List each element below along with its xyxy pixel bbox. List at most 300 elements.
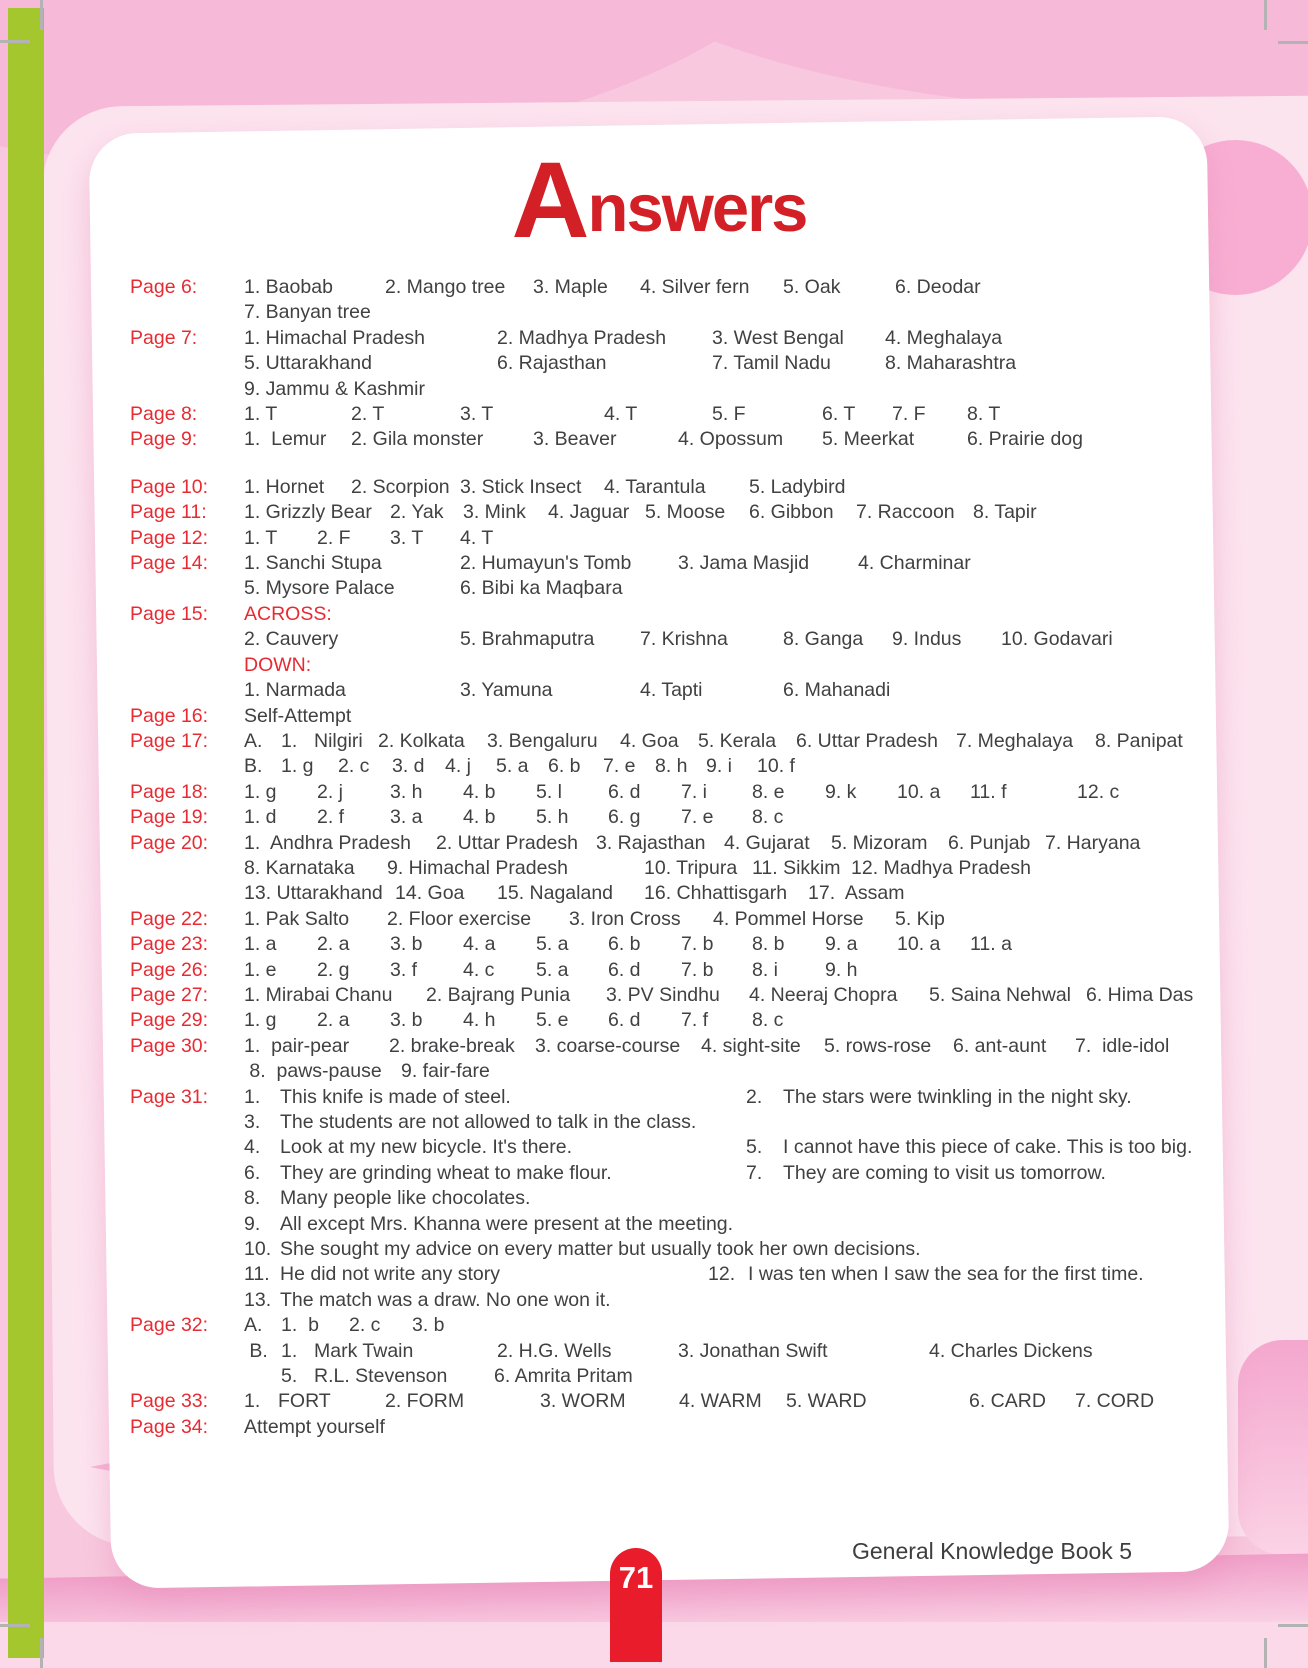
answer-card-content (100, 125, 1218, 1440)
answer-item: 6. CARD (969, 1390, 1046, 1413)
answer-item: 8. c (752, 1009, 784, 1032)
answer-item: 8. (244, 1187, 261, 1210)
answer-item: 5. a (536, 933, 569, 956)
answer-item: 6. b (608, 933, 641, 956)
answer-item: 2. T (351, 403, 385, 426)
answer-item: 2. Scorpion (351, 475, 450, 498)
answer-item: 2. Yak (390, 501, 444, 524)
page-label: Page 8: (130, 403, 198, 426)
answer-item: 8. c (752, 806, 784, 829)
answer-item: 3. Yamuna (460, 679, 553, 702)
answer-item: 1. Himachal Pradesh (244, 326, 426, 349)
answer-item: 2. g (317, 958, 350, 981)
book-title: General Knowledge Book 5 (851, 1538, 1132, 1564)
answer-item: 1. Mirabai Chanu (244, 983, 393, 1006)
answer-item: 3. f (390, 958, 418, 981)
answer-item: 8. Panipat (1095, 729, 1183, 752)
answer-item: 6. Hima Das (1086, 983, 1194, 1006)
answer-item: 8. i (752, 958, 779, 981)
answer-lines (244, 275, 1192, 326)
answer-item: 3. Maple (533, 276, 608, 298)
answer-item: 2. f (317, 806, 345, 829)
answer-row (130, 831, 1192, 907)
answer-lines (244, 704, 1192, 729)
answer-item: They are coming to visit us tomorrow. (783, 1161, 1106, 1184)
answer-item: 16. Chhattisgarh (644, 882, 788, 905)
answer-line (244, 627, 1192, 652)
answer-item: 3. PV Sindhu (606, 983, 720, 1006)
answer-item: 3. Mink (463, 501, 526, 524)
answer-item: 4. Meghalaya (885, 326, 1003, 349)
answer-item: He did not write any story (280, 1263, 501, 1286)
answer-line (244, 602, 1192, 627)
answer-item: 5. Kip (895, 907, 945, 930)
answer-item: 11. f (970, 780, 1007, 803)
answer-item: 5. a (536, 958, 569, 981)
answer-item: 8. b (752, 933, 785, 956)
answer-item: 2. j (317, 780, 344, 803)
crop-mark (40, 1638, 43, 1668)
crop-mark (0, 40, 30, 43)
answer-item: 15. Nagaland (497, 882, 614, 905)
answer-line (244, 729, 1192, 754)
answer-item: 9. Jammu & Kashmir (244, 377, 425, 400)
answer-item: 1. Lemur (244, 428, 327, 451)
answer-item: Many people like chocolates. (280, 1187, 531, 1210)
page-label: Page 32: (130, 1314, 209, 1337)
answer-line (244, 1288, 1192, 1313)
answer-line (244, 351, 1192, 376)
answer-item: 3. T (390, 526, 424, 549)
answer-line (244, 1008, 1192, 1033)
answer-row (130, 427, 1192, 452)
answer-item: Self-Attempt (244, 704, 352, 727)
answer-lines (244, 932, 1192, 957)
answer-row (130, 958, 1192, 983)
answer-item: 6. Punjab (948, 831, 1031, 854)
answer-item: 3. Rajasthan (596, 831, 706, 854)
crop-mark (1264, 1638, 1267, 1668)
answer-item: 6. Amrita Pritam (494, 1365, 633, 1388)
page-label: Page 33: (130, 1390, 209, 1413)
answer-item: 1. Hornet (244, 475, 325, 498)
answer-lines (244, 326, 1192, 402)
answer-item: 2. FORM (385, 1390, 465, 1413)
answer-item: Attempt yourself (244, 1415, 385, 1438)
answer-line (244, 1339, 1192, 1364)
answer-item: 4. WARM (679, 1390, 762, 1413)
answer-item: 9. (244, 1212, 261, 1235)
answer-item: 4. Silver fern (640, 276, 750, 298)
answer-line (244, 500, 1192, 525)
answer-item: 2. Cauvery (244, 628, 339, 651)
answer-item: 7. Banyan tree (244, 301, 371, 324)
answer-item: 8. h (655, 755, 688, 778)
answer-item: 1. a (244, 933, 277, 956)
answer-item: 9. k (825, 780, 857, 803)
answer-row (130, 1034, 1192, 1085)
page-title-initial: A (511, 139, 588, 260)
answer-item: R.L. Stevenson (314, 1365, 448, 1388)
answer-item: 6. d (608, 1009, 641, 1032)
answer-line (244, 1389, 1192, 1414)
answer-item: I cannot have this piece of cake. This is too big. (783, 1136, 1193, 1159)
answer-item: 6. d (608, 780, 641, 803)
answer-item: 4. Charminar (858, 552, 971, 575)
crop-mark (1278, 1624, 1308, 1627)
answer-row (130, 1415, 1192, 1440)
answer-item: 3. coarse-course (535, 1034, 681, 1057)
answer-item: 4. Jaguar (548, 501, 630, 524)
answer-item: 6. Bibi ka Maqbara (460, 577, 623, 600)
answer-item: 4. Goa (620, 729, 679, 752)
answer-item: 3. WORM (540, 1390, 626, 1413)
answer-item: 2. Floor exercise (387, 907, 532, 930)
page-title (100, 141, 1218, 263)
answer-item: 2. a (317, 933, 350, 956)
answer-line (244, 754, 1192, 779)
answer-item: The stars were twinkling in the night sky. (783, 1085, 1132, 1108)
answer-row (130, 551, 1192, 602)
answer-item: 11. Sikkim (752, 856, 841, 879)
answer-item: 7. e (681, 806, 714, 829)
answer-line (244, 983, 1192, 1008)
answer-item: 8. e (752, 780, 785, 803)
answer-item: 5. (281, 1365, 298, 1388)
answer-row (130, 780, 1192, 805)
page-label: Page 22: (130, 907, 209, 930)
answer-item: 4. T (460, 526, 494, 549)
answer-item: 8. Ganga (783, 628, 864, 651)
answer-item: 6. (244, 1161, 261, 1184)
answer-item: 5. Moose (645, 501, 726, 524)
answer-item: 13. (244, 1288, 272, 1311)
answer-row (130, 704, 1192, 729)
answer-item: 1. (244, 1085, 261, 1108)
answer-item: 4. b (463, 806, 496, 829)
answer-line (244, 1186, 1192, 1211)
answer-item: 3. Beaver (533, 428, 617, 451)
answer-item: 2. brake-break (389, 1034, 515, 1057)
answer-line (244, 1212, 1192, 1237)
answer-line (244, 275, 1192, 300)
answer-row (130, 805, 1192, 830)
answer-item: 6. Rajasthan (497, 352, 607, 375)
answer-item: 7. e (603, 755, 636, 778)
answer-item: 2. Humayun's Tomb (460, 552, 632, 575)
answer-row (130, 1085, 1192, 1314)
answer-item: 2. c (338, 755, 370, 778)
page-label: Page 31: (130, 1085, 209, 1108)
answer-item: 3. a (390, 806, 423, 829)
answer-item: 5. Uttarakhand (244, 352, 372, 375)
answer-item: I was ten when I saw the sea for the first time. (748, 1263, 1144, 1286)
answers-list (100, 275, 1218, 1440)
answer-item: 10. Godavari (1001, 628, 1113, 651)
answer-item: 1. Andhra Pradesh (244, 831, 411, 854)
answer-item: 1. (281, 729, 298, 752)
answer-item: 2. H.G. Wells (497, 1339, 612, 1362)
answer-line (244, 1237, 1192, 1262)
answer-item: 3. Bengaluru (487, 729, 598, 752)
answer-item: 3. b (412, 1314, 445, 1337)
answer-item: 6. g (608, 806, 641, 829)
answer-line (244, 1034, 1192, 1059)
answer-item: 4. (244, 1136, 261, 1159)
answer-item: 10. Tripura (644, 856, 738, 879)
answer-lines (244, 500, 1192, 525)
page-number-tab (610, 1548, 662, 1662)
answer-row (130, 1389, 1192, 1414)
answer-item: 7. F (892, 403, 926, 426)
answer-item: 12. c (1077, 780, 1120, 803)
answer-item: 5. Meerkat (822, 428, 915, 451)
answer-row (130, 475, 1192, 500)
answer-item: 1. (244, 1390, 261, 1413)
answer-item: Mark Twain (314, 1339, 414, 1362)
answer-item: 2. Madhya Pradesh (497, 326, 667, 349)
answer-item: 1. pair-pear (244, 1034, 350, 1057)
answer-lines (244, 983, 1192, 1008)
page-label: Page 26: (130, 958, 209, 981)
answer-item: 10. a (897, 933, 941, 956)
answer-lines (244, 427, 1192, 452)
answer-line (244, 907, 1192, 932)
answer-item: 2. c (349, 1314, 381, 1337)
answer-item: All except Mrs. Khanna were present at the meeting. (280, 1212, 734, 1235)
answer-item: 2. a (317, 1009, 350, 1032)
answer-item: 4. Gujarat (724, 831, 810, 854)
answer-item: 1. Narmada (244, 679, 346, 702)
answer-item: 5. a (496, 755, 529, 778)
answer-item: The match was a draw. No one won it. (280, 1288, 611, 1311)
answer-lines (244, 475, 1192, 500)
answer-item: ACROSS: (244, 602, 332, 625)
page-label: Page 12: (130, 526, 209, 549)
answer-item: 7. i (681, 780, 708, 803)
answer-item: 4. j (445, 755, 472, 778)
answer-item: 3. (244, 1111, 261, 1133)
answer-item: 5. (746, 1136, 763, 1159)
answer-item: 1. Sanchi Stupa (244, 552, 382, 575)
answer-lines (244, 402, 1192, 427)
answer-item: 1. g (281, 755, 314, 778)
page-number: 71 (618, 1560, 654, 1595)
right-edge-band-decoration (1238, 1340, 1308, 1555)
answer-item: DOWN: (244, 653, 312, 676)
answer-item: 6. b (548, 755, 581, 778)
answer-item: 9. fair-fare (401, 1060, 490, 1083)
answer-item: FORT (278, 1390, 331, 1413)
answer-item: 14. Goa (395, 882, 465, 905)
answer-item: 3. Stick Insect (460, 475, 582, 498)
answer-item: 6. Gibbon (749, 501, 834, 524)
answer-lines (244, 526, 1192, 551)
page-label: Page 27: (130, 983, 209, 1006)
answer-item: 9. Himachal Pradesh (387, 856, 569, 879)
answer-item: 6. T (822, 403, 856, 426)
answer-item: 1. b (281, 1314, 319, 1337)
answer-item: 4. Opossum (678, 428, 784, 451)
green-spine-bar (8, 8, 44, 1658)
answer-item: 7. (746, 1161, 763, 1184)
answer-row (130, 526, 1192, 551)
answer-line (244, 856, 1192, 881)
answer-lines (244, 551, 1192, 602)
answer-item: They are grinding wheat to make flour. (280, 1161, 612, 1184)
answer-lines (244, 907, 1192, 932)
answer-item: B. (244, 755, 263, 778)
answer-lines (244, 1034, 1192, 1085)
answer-item: 5. e (536, 1009, 569, 1032)
answer-line (244, 678, 1192, 703)
answer-item: 5. rows-rose (824, 1034, 932, 1057)
answer-item: 6. ant-aunt (953, 1034, 1047, 1057)
answer-item: 7. CORD (1075, 1390, 1155, 1413)
answer-item: 6. Prairie dog (967, 428, 1083, 451)
answer-lines (244, 1415, 1192, 1440)
answer-item: 1. Baobab (244, 276, 333, 298)
answer-line (244, 1364, 1192, 1389)
answer-row (130, 402, 1192, 427)
page-label: Page 10: (130, 475, 209, 498)
answer-item: 4. b (463, 780, 496, 803)
answer-item: 5. Mysore Palace (244, 577, 395, 600)
answer-row (130, 275, 1192, 326)
answer-row (130, 932, 1192, 957)
answer-item: 7. idle-idol (1075, 1034, 1170, 1057)
answer-lines (244, 1008, 1192, 1033)
answer-line (244, 427, 1192, 452)
answer-item: 7. Raccoon (856, 501, 955, 524)
answer-line (244, 1135, 1192, 1160)
answer-item: 2. Bajrang Punia (426, 983, 571, 1006)
answer-line (244, 475, 1192, 500)
answer-item: 7. f (681, 1009, 709, 1032)
answer-line (244, 1313, 1192, 1338)
answer-item: 2. Kolkata (378, 729, 465, 752)
page-label: Page 14: (130, 552, 209, 575)
answer-line (244, 526, 1192, 551)
answer-item: 10. a (897, 780, 941, 803)
answer-lines (244, 602, 1192, 704)
answer-item: 2. F (317, 526, 351, 549)
answer-line (244, 958, 1192, 983)
answer-item: 6. d (608, 958, 641, 981)
answer-item: 12. (708, 1263, 736, 1286)
answer-row (130, 729, 1192, 780)
answer-lines (244, 958, 1192, 983)
answer-item: A. (244, 729, 263, 752)
answer-item: 5. Kerala (698, 729, 777, 752)
answer-item: 10. (244, 1238, 272, 1261)
answer-item: 5. l (536, 780, 563, 803)
page-label: Page 9: (130, 428, 198, 451)
answer-line (244, 653, 1192, 678)
answer-item: She sought my advice on every matter but usually took her own decisions. (280, 1238, 921, 1261)
crop-mark (0, 1624, 30, 1627)
answer-line (244, 402, 1192, 427)
answer-item: 8. Karnataka (244, 856, 355, 879)
page-label: Page 18: (130, 780, 209, 803)
answer-item: 5. F (712, 403, 746, 426)
answer-row (130, 1008, 1192, 1033)
crop-mark (1264, 0, 1267, 30)
answer-item: 3. Jonathan Swift (678, 1339, 828, 1362)
crop-mark (1278, 41, 1308, 44)
page-label: Page 16: (130, 704, 209, 727)
page-label: Page 20: (130, 831, 209, 854)
answer-item: 13. Uttarakhand (244, 882, 383, 905)
answer-line (244, 1415, 1192, 1440)
answer-item: 6. Deodar (895, 276, 981, 298)
answer-item: 2. Uttar Pradesh (436, 831, 578, 854)
page-label: Page 23: (130, 933, 209, 956)
answer-item: 1. (281, 1339, 298, 1362)
answer-item: 4. a (463, 933, 496, 956)
answer-line (244, 326, 1192, 351)
answer-item: 1. g (244, 1009, 277, 1032)
answer-item: 9. a (825, 933, 858, 956)
answer-item: 9. i (706, 755, 733, 778)
answer-item: B. (244, 1339, 268, 1362)
answer-item: 7. Krishna (640, 628, 728, 651)
answer-line (244, 576, 1192, 601)
answer-item: A. (244, 1314, 263, 1337)
answer-line (244, 1085, 1192, 1110)
answer-item: 17. Assam (808, 882, 905, 905)
answer-item: 5. Brahmaputra (460, 628, 595, 651)
answer-item: 3. d (392, 755, 425, 778)
answer-item: 6. Uttar Pradesh (796, 729, 938, 752)
answer-item: The students are not allowed to talk in the class. (280, 1111, 697, 1133)
answer-item: 8. Maharashtra (885, 352, 1017, 375)
answer-line (244, 1059, 1192, 1084)
answer-item: 4. Tarantula (604, 475, 706, 498)
answer-item: 5. Oak (783, 276, 841, 298)
answer-item: 5. Saina Nehwal (929, 983, 1072, 1006)
answer-line (244, 300, 1192, 325)
answer-item: 1. Grizzly Bear (244, 501, 372, 524)
answer-line (244, 1161, 1192, 1186)
answer-lines (244, 1313, 1192, 1389)
answer-line (244, 704, 1192, 729)
answer-row (130, 907, 1192, 932)
answer-item: 5. Ladybird (749, 475, 846, 498)
page-label: Page 11: (130, 501, 207, 524)
page-label: Page 19: (130, 806, 209, 829)
page-label: Page 17: (130, 729, 209, 752)
answer-item: 1. T (244, 403, 278, 426)
answer-item: 7. Tamil Nadu (712, 352, 831, 375)
answer-item: 3. Iron Cross (569, 907, 681, 930)
answer-item: 3. West Bengal (712, 326, 844, 349)
page-label: Page 15: (130, 602, 209, 625)
page-label: Page 6: (130, 276, 198, 298)
answer-item: 4. h (463, 1009, 496, 1032)
answer-lines (244, 805, 1192, 830)
page-label: Page 7: (130, 326, 198, 349)
answer-item: 2. Mango tree (385, 276, 506, 298)
answer-row (130, 500, 1192, 525)
answer-item: 1. Pak Salto (244, 907, 350, 930)
answer-lines (244, 729, 1192, 780)
answer-lines (244, 831, 1192, 907)
page-label: Page 30: (130, 1034, 209, 1057)
answer-line (244, 881, 1192, 906)
answer-lines (244, 780, 1192, 805)
answer-item: 4. T (604, 403, 638, 426)
